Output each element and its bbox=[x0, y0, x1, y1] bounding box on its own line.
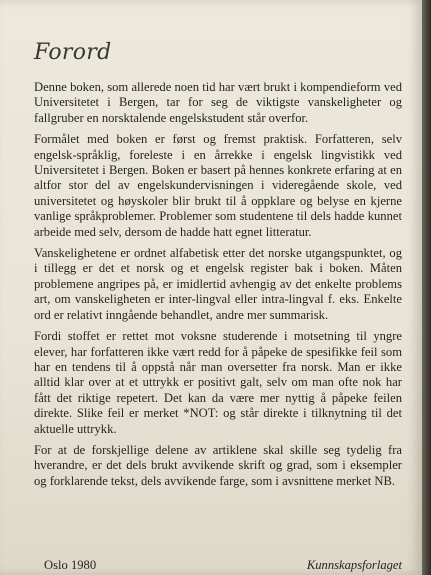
place-year: Oslo 1980 bbox=[44, 558, 97, 572]
paragraph-typography: For at de forskjellige delene av artiklene skal skille seg tydelig fra hverandre, er det dels brukt avvikende skrift og grad, som i eksempler og forklarende tekst, dels avvikende farge, som i avsnittene merket NB. bbox=[34, 442, 402, 488]
paragraph-intro: Denne boken, som allerede noen tid har vært brukt i kompendieform ved Universitetet i Bergen, tar for seg de viktigste vanskeligheter og fallgruber en norsktalende engelskstudent står overfor. bbox=[34, 80, 402, 125]
paragraph-audience: Fordi stoffet er rettet mot voksne studerende i motsetning til yngre elever, har forfatteren ikke vært redd for å påpeke de spesifikke feil som har en tendens til å oppstå når man oversetter fra norsk. Man er ikke alltid klar over at et uttrykk er positivt galt, selv om man ofte nok har fått det riktige repetert. Det kan da være mer nyttig å påpeke feilen direkte. Slike feil er merket *NOT: og står direkte i tilknytning til det aktuelle uttrykk. bbox=[34, 329, 402, 436]
publisher-name: Kunnskapsforlaget bbox=[306, 558, 402, 572]
preface-body bbox=[34, 80, 402, 495]
paragraph-purpose: Formålet med boken er først og fremst praktisk. Forfatteren, selv engelsk-språklig, foreleste i en årrekke i engelsk lingvistikk ved Universitetet i Bergen. Boken er basert på hennes konkrete erfaring at en altfor stor del av engelskundervisningen i videregående skole, ved universitetet og høyskoler blir brukt til å oppklare og belyse en kjerne vanlige språkproblemer. Problemer som studentene til dels hadde kunnet arbeide med selv, dersom de hadde hatt egnet litteratur. bbox=[34, 132, 402, 239]
page-title: Forord bbox=[34, 40, 112, 65]
paragraph-organization: Vanskelighetene er ordnet alfabetisk etter det norske utgangspunktet, og i tillegg er det et norsk og et engelsk register bak i boken. Måten problemene angripes på, er imidlertid avhengig av det enkelte problems art, om vanskeligheten er inter-lingval eller intra-lingval f. eks. Enkelte ord er relativt inngående behandlet, andre mer summarisk. bbox=[34, 246, 402, 322]
page-edge bbox=[422, 0, 431, 575]
